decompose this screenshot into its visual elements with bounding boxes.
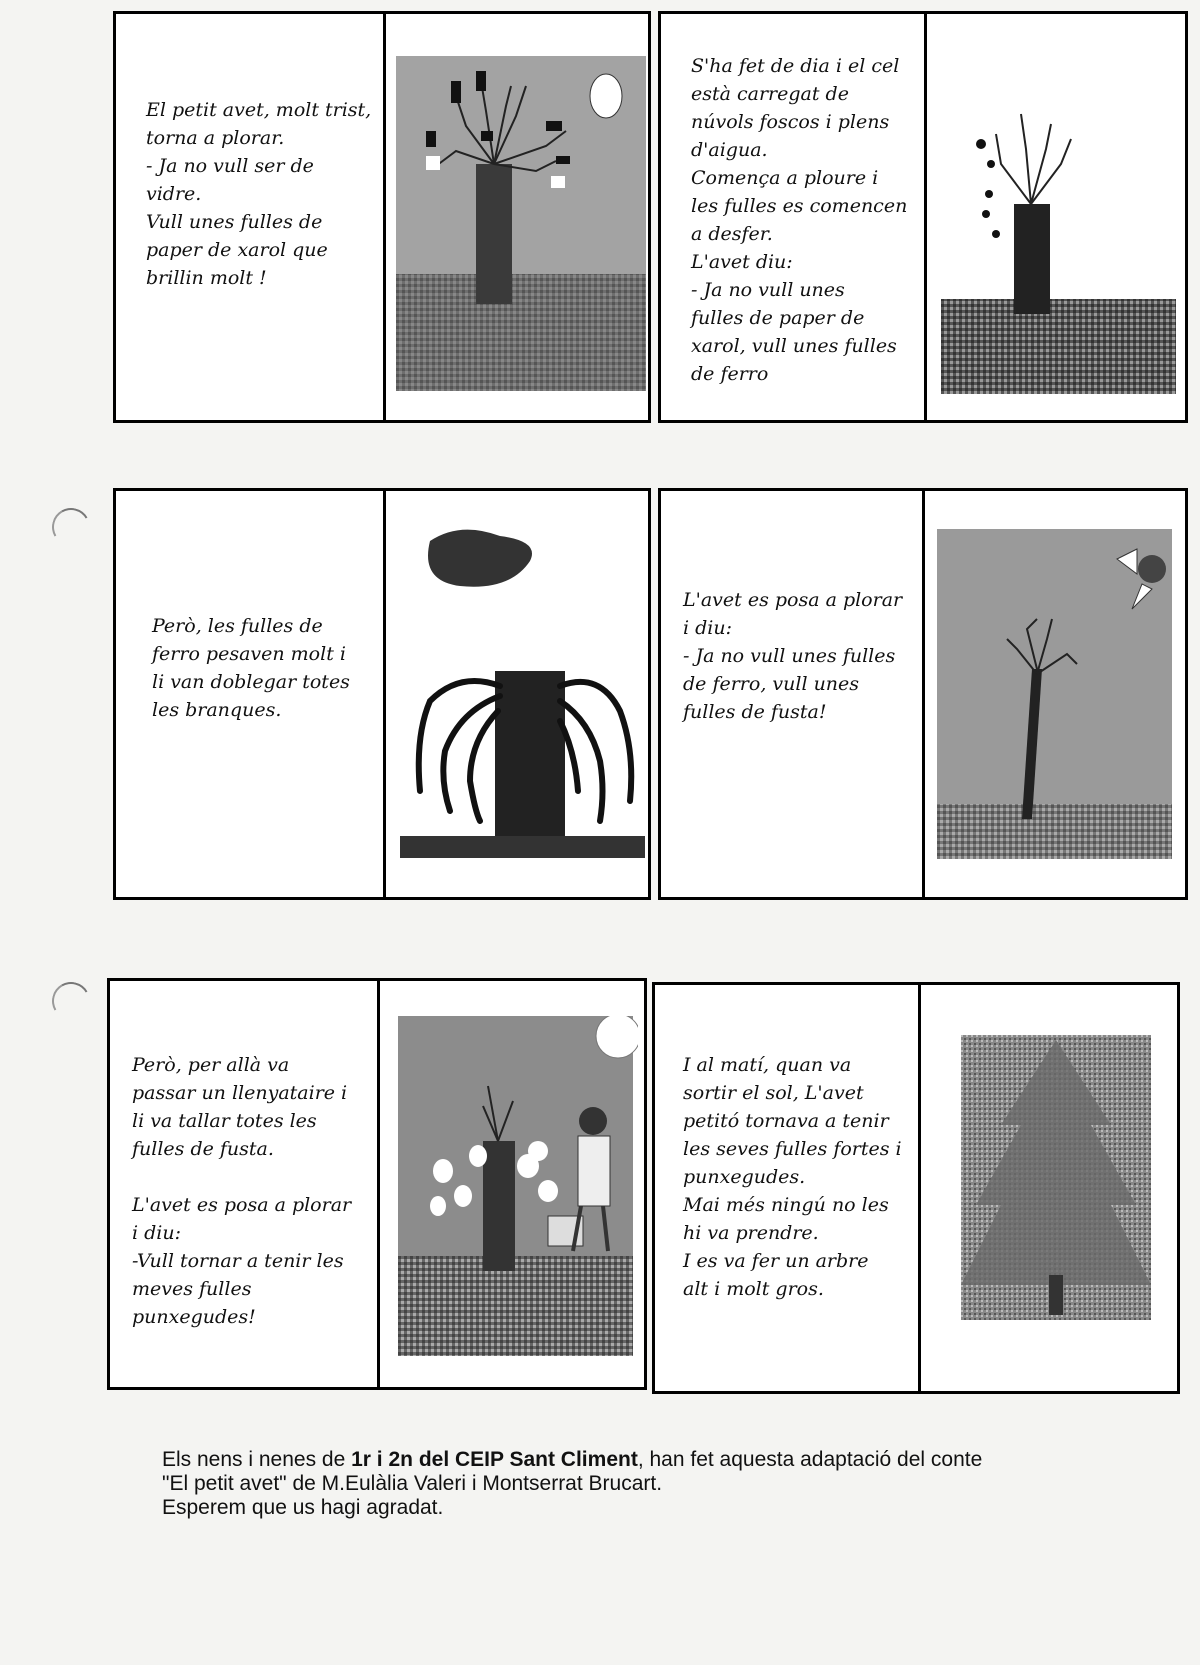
text-line: torna a plorar. — [146, 127, 285, 149]
card-text — [661, 491, 925, 897]
story-card-3 — [113, 488, 651, 900]
text-line: de ferro, vull unes — [683, 673, 860, 695]
punch-hole-top — [48, 504, 95, 551]
credits-line-1: Els nens i nenes de 1r i 2n del CEIP Sant Climent, han fet aquesta adaptació del conte — [162, 1448, 983, 1471]
text-line: ferro pesaven molt i — [152, 643, 346, 665]
credits-text — [162, 1448, 1122, 1520]
text-line: núvols foscos i plens — [691, 111, 890, 133]
text-line: petitó tornava a tenir — [683, 1110, 889, 1132]
text-line: està carregat de — [691, 83, 849, 105]
text-line: les fulles es comencen — [691, 195, 908, 217]
tree-paper-leaves-drawing — [386, 14, 648, 420]
tree-rain-drawing — [927, 14, 1185, 420]
tree-sun-drawing — [925, 491, 1185, 897]
text-line: -Vull tornar a tenir les — [132, 1250, 344, 1272]
text-line: a desfer. — [691, 223, 773, 245]
text-line: Comença a ploure i — [691, 167, 879, 189]
punch-hole-bottom — [48, 978, 95, 1025]
text-line: li va tallar totes les — [132, 1110, 317, 1132]
story-card-1 — [113, 11, 651, 423]
text-line: punxegudes. — [683, 1166, 806, 1188]
text-line: hi va prendre. — [683, 1222, 819, 1244]
text-line: brillin molt ! — [146, 267, 267, 289]
text-line: - Ja no vull unes fulles — [683, 645, 896, 667]
credits-line-2: "El petit avet" de M.Eulàlia Valeri i Montserrat Brucart. — [162, 1472, 663, 1495]
text-line: passar un llenyataire i — [132, 1082, 348, 1104]
card-text — [661, 14, 927, 420]
text-line: L'avet diu: — [691, 251, 793, 273]
card-text — [116, 14, 386, 420]
text-line: fulles de fusta! — [683, 701, 827, 723]
text-line: vidre. — [146, 183, 202, 205]
text-line — [132, 1163, 365, 1191]
story-card-4 — [658, 488, 1188, 900]
text-line: fulles de paper de — [691, 307, 865, 329]
story-card-5 — [107, 978, 647, 1390]
card-text — [116, 491, 386, 897]
credits-line-3: Esperem que us hagi agradat. — [162, 1496, 444, 1519]
tree-bent-branches-drawing — [386, 491, 648, 897]
text-line: I al matí, quan va — [683, 1054, 852, 1076]
text-line: L'avet es posa a plorar — [132, 1194, 352, 1216]
text-line: - Ja no vull unes — [691, 279, 845, 301]
big-fir-tree-drawing — [921, 985, 1177, 1391]
text-line: d'aigua. — [691, 139, 768, 161]
text-line: meves fulles — [132, 1278, 252, 1300]
text-line: Vull unes fulles de — [146, 211, 323, 233]
text-line: les seves fulles fortes i — [683, 1138, 902, 1160]
text-line: de ferro — [691, 363, 769, 385]
text-line: I es va fer un arbre — [683, 1250, 869, 1272]
story-card-6 — [652, 982, 1180, 1394]
text-line: i diu: — [132, 1222, 181, 1244]
text-line: L'avet es posa a plorar — [683, 589, 903, 611]
text-line: les branques. — [152, 699, 282, 721]
card-text — [110, 981, 380, 1387]
text-line: El petit avet, molt trist, — [146, 99, 372, 121]
text-line: alt i molt gros. — [683, 1278, 824, 1300]
text-line: Mai més ningú no les — [683, 1194, 889, 1216]
text-line: punxegudes! — [132, 1306, 256, 1328]
card-text — [655, 985, 921, 1391]
text-line: fulles de fusta. — [132, 1138, 274, 1160]
text-line: paper de xarol que — [146, 239, 328, 261]
text-line: S'ha fet de dia i el cel — [691, 55, 900, 77]
text-line: Però, les fulles de — [152, 615, 323, 637]
story-card-2 — [658, 11, 1188, 423]
woodcutter-drawing — [380, 981, 644, 1387]
text-line: - Ja no vull ser de — [146, 155, 314, 177]
text-line: li van doblegar totes — [152, 671, 350, 693]
text-line: xarol, vull unes fulles — [691, 335, 897, 357]
class-name: 1r i 2n del CEIP Sant Climent — [351, 1448, 638, 1471]
text-line: Però, per allà va — [132, 1054, 290, 1076]
text-line: i diu: — [683, 617, 732, 639]
text-line: sortir el sol, L'avet — [683, 1082, 864, 1104]
